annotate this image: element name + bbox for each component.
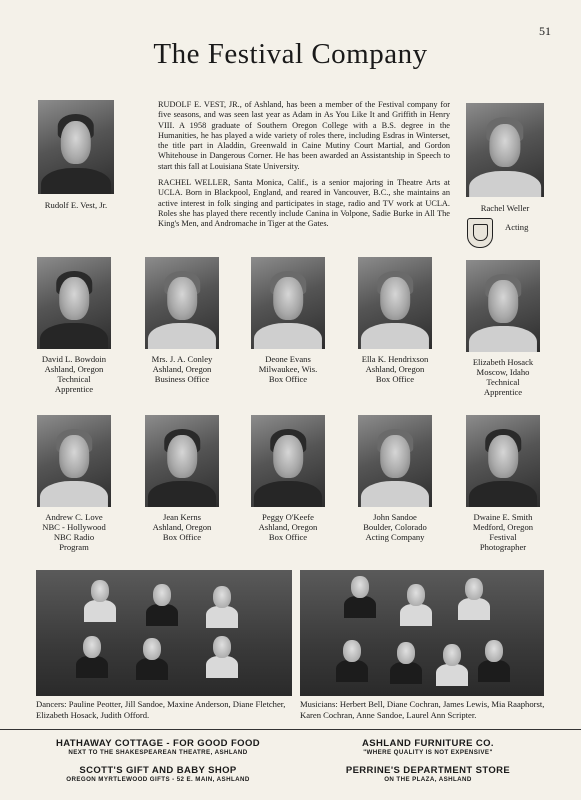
crest-emblem	[467, 218, 493, 248]
bio-text	[158, 100, 450, 236]
staff-caption: Deone Evans Milwaukee, Wis. Box Office	[258, 354, 318, 384]
role-label: Acting	[505, 222, 529, 232]
portrait-caption: Rudolf E. Vest, Jr.	[44, 200, 108, 210]
portrait-photo	[466, 260, 540, 352]
portrait-photo	[358, 415, 432, 507]
staff-caption: Andrew C. Love NBC - Hollywood NBC Radio Program	[42, 512, 106, 552]
portrait-photo	[466, 415, 540, 507]
portrait-photo	[37, 257, 111, 349]
staff-caption: Mrs. J. A. Conley Ashland, Oregon Business Office	[151, 354, 213, 384]
portrait-photo	[38, 100, 114, 194]
dancers-caption: Dancers: Pauline Peotter, Jill Sandoe, Maxine Anderson, Diane Fletcher, Elizabeth Hosack, Judith Offord.	[36, 699, 286, 720]
staff-caption: Elizabeth Hosack Moscow, Idaho Technical Apprentice	[472, 357, 534, 397]
advertisement: SCOTT'S GIFT AND BABY SHOP OREGON MYRTLEWOOD GIFTS - 52 E. MAIN, ASHLAND	[66, 765, 250, 783]
staff-caption: Ella K. Hendrixson Ashland, Oregon Box Office	[361, 354, 429, 384]
footer-rule	[0, 729, 581, 730]
musicians-group-photo	[300, 570, 544, 696]
portrait-photo	[251, 415, 325, 507]
bio-paragraph: RACHEL WELLER, Santa Monica, Calif., is a senior majoring in Theatre Arts at UCLA. Born in Blackpool, England, and reared in Vancouver, B.C., she maintains an active interest in folk singing and participates in stage, radio and TV work at UCLA. Roles she has played there recently include Canina in Volpone, Sadie Burke in All The King's Men, and Andromache in Tiger at the Gates.	[158, 178, 450, 229]
staff-caption: David L. Bowdoin Ashland, Oregon Technical Apprentice	[41, 354, 107, 394]
advertisement: HATHAWAY COTTAGE - FOR GOOD FOOD NEXT TO THE SHAKESPEAREAN THEATRE, ASHLAND	[55, 738, 261, 756]
portrait-photo	[358, 257, 432, 349]
portrait-photo	[466, 103, 544, 197]
dancers-group-photo	[36, 570, 292, 696]
staff-caption: Dwaine E. Smith Medford, Oregon Festival Photographer	[472, 512, 534, 552]
staff-caption: Peggy O'Keefe Ashland, Oregon Box Office	[258, 512, 318, 542]
staff-caption: John Sandoe Boulder, Colorado Acting Company	[363, 512, 427, 542]
advertisement: ASHLAND FURNITURE CO. "WHERE QUALITY IS NOT EXPENSIVE"	[362, 738, 494, 756]
musicians-caption: Musicians: Herbert Bell, Diane Cochran, James Lewis, Mia Raaphorst, Karen Cochran, Anne Sandoe, Laurel Ann Scripter.	[300, 699, 545, 720]
portrait-photo	[145, 415, 219, 507]
page-number: 51	[539, 24, 551, 38]
portrait-photo	[145, 257, 219, 349]
portrait-photo	[37, 415, 111, 507]
bio-paragraph: RUDOLF E. VEST, JR., of Ashland, has been a member of the Festival company for five seasons, and was seen last year as Adam in As You Like It and Griffith in Henry VIII. A 1958 graduate of Southern Oregon College with a B.S. degree in the Humanities, he has played a wide variety of roles there, including Esdras in Winterset, the title part in Aladdin, Greenwald in Caine Mutiny Court Martial, and Gordon Whitehouse in Dangerous Corner. He has been awarded an Assistantship in Speech to start this fall at Louisiana State University.	[158, 100, 450, 171]
portrait-photo	[251, 257, 325, 349]
staff-caption: Jean Kerns Ashland, Oregon Box Office	[152, 512, 212, 542]
portrait-caption: Rachel Weller	[480, 203, 530, 213]
advertisement: PERRINE'S DEPARTMENT STORE ON THE PLAZA, ASHLAND	[345, 765, 511, 783]
page-title: The Festival Company	[153, 38, 428, 70]
